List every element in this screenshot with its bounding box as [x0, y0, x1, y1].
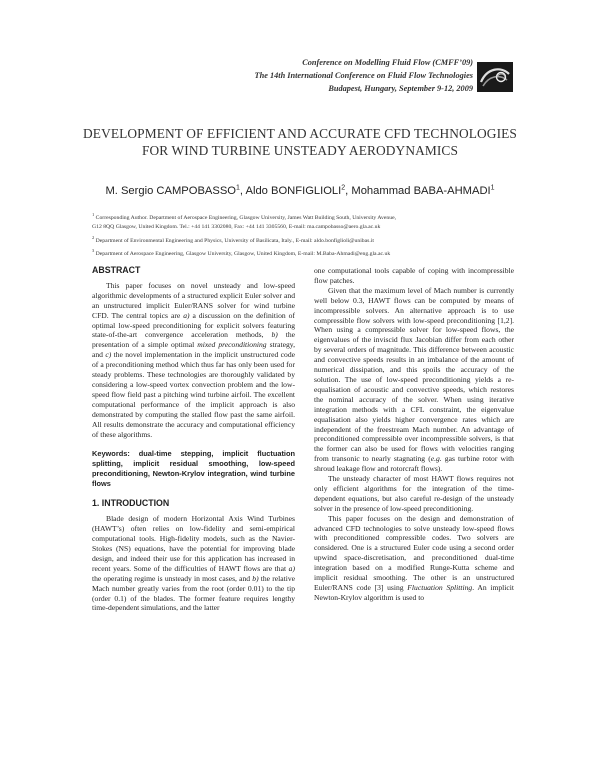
paragraph: Given that the maximum level of Mach number is currently well below 0.3, HAWT flows can be computed by means of incompressible solvers. An alternative approach is to use compressible flow solvers with low-speed preconditioning [1,2]. When using a compressible solver for low-speed flows, the eigenvalues of the inviscid flux Jacobian differ from each other by several orders of magnitude. This difference between acoustic and convective speeds results in an imbalance of the amount of numerical dissipation, and this spoils the accuracy of the solution. The use of low-speed preconditioning yields a re-equalisation of acoustic and convective speeds, which restores the nominal accuracy of the solver. When using iterative integration methods with a CFL constraint, the eigenvalue equalisation also yields higher convergence rates which are independent of the freestream Mach number. An advantage of preconditioned compressible over incompressible solvers, is that the former can also be used for flows with velocities ranging from transonic to nearly stagnating (e.g. gas turbine rotor with shroud leakage flow and rotorcraft flows). [314, 285, 514, 474]
introduction-heading: 1. INTRODUCTION [92, 498, 170, 509]
right-column [314, 266, 514, 603]
author-1: M. Sergio CAMPOBASSO [105, 185, 236, 197]
paragraph: one computational tools capable of coping with incompressible flow patches. [314, 266, 514, 285]
affiliation: $^3$ Department of Aerospace Engineering, Glasgow University, Glasgow, United Kingdom, E-mail: M.Baba-Ahmadi@eng.gla.ac.uk [92, 248, 391, 258]
author-list [70, 185, 530, 197]
conference-logo [477, 62, 513, 92]
author-3: , Mohammad BABA-AHMADI [345, 185, 491, 197]
conference-name: Conference on Modelling Fluid Flow (CMFF’09) [302, 58, 473, 67]
paragraph: The unsteady character of most HAWT flows requires not only efficient algorithms for the integration of the time-dependent equations, but also careful re-design of the unsteady solver in the presence of low-speed preconditioning. [314, 474, 514, 513]
conference-header [255, 56, 473, 95]
title-line-1: DEVELOPMENT OF EFFICIENT AND ACCURATE CFD TECHNOLOGIES [83, 126, 517, 141]
author-2-affil: 2 [341, 184, 346, 192]
title-line-2: FOR WIND TURBINE UNSTEADY AERODYNAMICS [141, 143, 458, 158]
paper-title [70, 125, 530, 159]
author-2: , Aldo BONFIGLIOLI [239, 185, 342, 197]
introduction-text: Blade design of modern Horizontal Axis Wind Turbines (HAWT’s) often relies on low-fidelity and semi-empirical computational tools. High-fidelity models, such as the Navier-Stokes (NS) equations, have the potential for improving blade design, and indeed their use for this application has increased in recent years. Some of the difficulties of HAWT flows are that a) the operating regime is unsteady in most cases, and b) the relative Mach number greatly varies from the root (order 0.01) to the tip (order 0.1) of the blades. The former feature requires lengthy time-dependent simulations, and the latter [92, 514, 295, 613]
affiliation: $^2$ Department of Environmental Engineering and Physics, University of Basilicata, Italy., E-mail: aldo.bonfiglioli@unibas.it [92, 234, 374, 244]
conference-location: Budapest, Hungary, September 9-12, 2009 [328, 84, 473, 93]
keywords: Keywords: dual-time stepping, implicit fluctuation splitting, implicit residual smoothing, low-speed preconditioning, Newton-Krylov integration, wind turbine flows [92, 449, 295, 489]
affiliations [92, 210, 532, 260]
paragraph: This paper focuses on the design and demonstration of advanced CFD technologies to solve unsteady low-speed flows with preconditioned compressible codes. Two solvers are considered. One is a structured Euler code using a second order upwind space-discretisation, and preconditioned dual-time integration based on a modified Runge-Kutta scheme and implicit residual smoothing. The other is an unstructured Euler/RANS code [3] using Fluctuation Splitting. An implicit Newton-Krylov algorithm is used to [314, 513, 514, 602]
abstract-text: This paper focuses on novel unsteady and low-speed algorithmic developments of a structured explicit Euler solver and an unstructured implicit Euler/RANS solver for wind turbine CFD. The central topics are a) a discussion on the definition of optimal low-speed preconditioning for explicit solvers featuring state-of-the-art convergence acceleration methods, b) the presentation of a simple optimal mixed preconditioning strategy, and c) the novel implementation in the implicit unstructured code of a preconditioning method which thus far has only been used for steady problems. These technologies are thoroughly validated by considering a low-speed vortex convection problem and the low-speed flow field past a pitching wind turbine airfoil. The excellent computational performance of the implicit approach is also demonstrated by computing the stalled flow past the same airfoil. All results demonstrate the accuracy and computational efficiency of these algorithms. [92, 280, 296, 439]
author-3-affil: 1 [490, 184, 495, 192]
affiliation: G12 8QQ Glasgow, United Kingdom. Tel.: +44 141 3302080, Fax: +44 141 3305560, E-mail: ma.campobasso@aero.gla.ac.uk [92, 224, 381, 231]
conference-subtitle: The 14th International Conference on Fluid Flow Technologies [254, 71, 473, 80]
affiliation: $^1$ Corresponding Author. Department of Aerospace Engineering, Glasgow University, James Watt Building South, University Avenue, [92, 212, 397, 221]
left-column [92, 266, 295, 613]
author-1-affil: 1 [236, 184, 240, 192]
abstract-heading: ABSTRACT [92, 265, 141, 275]
